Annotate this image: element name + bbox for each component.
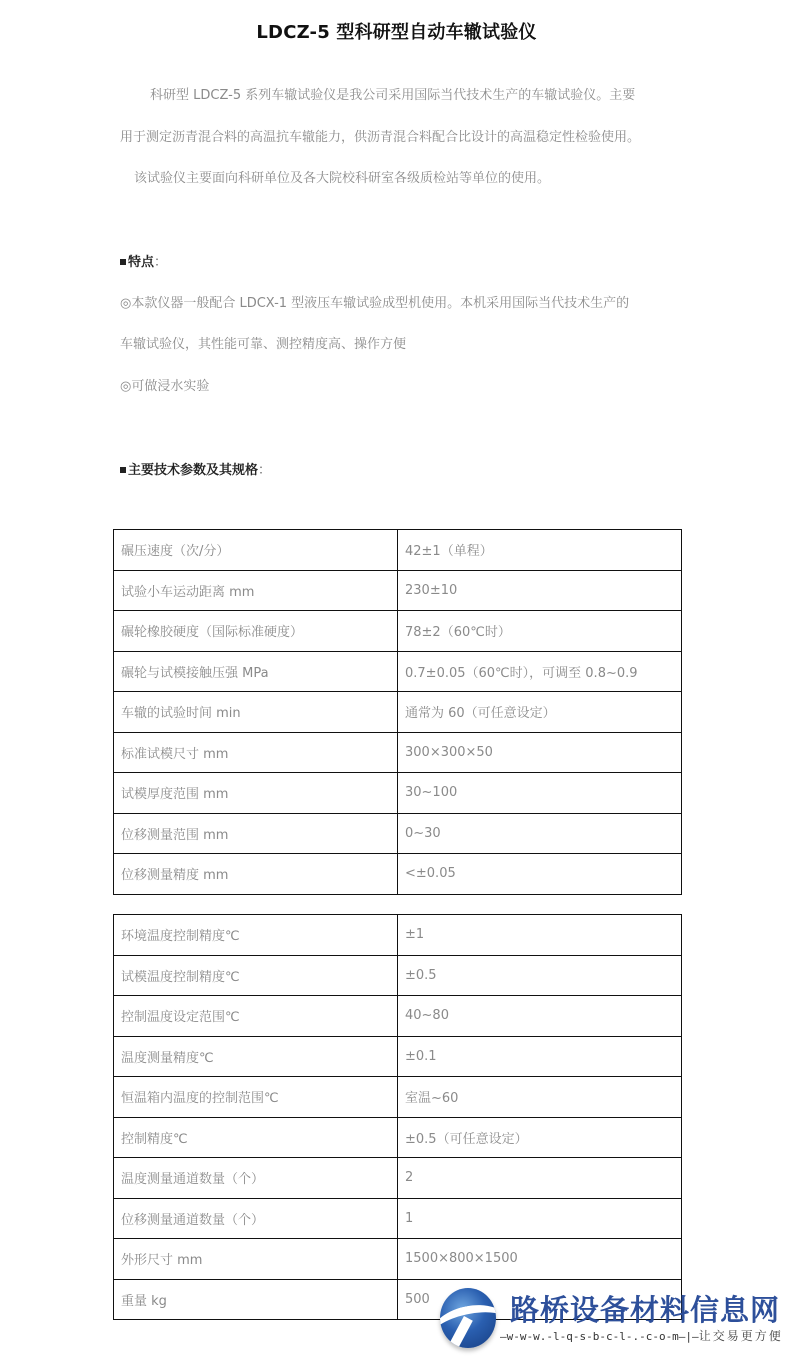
table-row <box>114 611 682 652</box>
param-cell: 车辙的试验时间 min <box>114 692 398 733</box>
globe-road-icon <box>440 1288 496 1348</box>
param-cell: 温度测量通道数量（个） <box>114 1158 398 1199</box>
table-row <box>114 813 682 854</box>
param-cell: 碾轮橡胶硬度（国际标准硬度） <box>114 611 398 652</box>
spec-table-mechanical <box>113 529 682 895</box>
param-cell: 位移测量精度 mm <box>114 854 398 895</box>
value-cell: 78±2（60℃时） <box>398 611 682 652</box>
value-cell: 500 <box>398 1279 682 1320</box>
value-cell: 0.7±0.05（60℃时），可调至 0.8~0.9 <box>398 651 682 692</box>
spec-table-thermal <box>113 914 682 1320</box>
table-row <box>114 854 682 895</box>
value-cell: 2 <box>398 1158 682 1199</box>
table-row <box>114 732 682 773</box>
value-cell: 室温~60 <box>398 1077 682 1118</box>
value-cell: 42±1（单程） <box>398 530 682 571</box>
value-cell: ±0.5（可任意设定） <box>398 1117 682 1158</box>
param-cell: 试模厚度范围 mm <box>114 773 398 814</box>
page-title: LDCZ-5 型科研型自动车辙试验仪 <box>256 22 537 43</box>
features-colon: ： <box>154 255 168 270</box>
value-cell: 1500×800×1500 <box>398 1239 682 1280</box>
param-cell: 碾压速度（次/分） <box>114 530 398 571</box>
watermark-slogan: 让交易更方便 <box>698 1329 783 1343</box>
watermark-brand: 路桥设备材料信息网 <box>510 1293 781 1327</box>
table-row <box>114 1036 682 1077</box>
feature-item-1-line-2: 车辙试验仪，其性能可靠、测控精度高、操作方便 <box>120 337 407 352</box>
param-cell: 控制温度设定范围℃ <box>114 996 398 1037</box>
param-cell: 外形尺寸 mm <box>114 1239 398 1280</box>
value-cell: 40~80 <box>398 996 682 1037</box>
param-cell: 重量 kg <box>114 1279 398 1320</box>
value-cell: ±0.1 <box>398 1036 682 1077</box>
value-cell: 0~30 <box>398 813 682 854</box>
value-cell: ±0.5 <box>398 955 682 996</box>
square-bullet-icon <box>120 259 126 265</box>
table-row <box>114 1117 682 1158</box>
watermark-url: —w-w-w.-l-q-s-b-c-l-.-c-o-m—|— <box>500 1330 699 1343</box>
param-cell: 试验小车运动距离 mm <box>114 570 398 611</box>
table-row <box>114 651 682 692</box>
value-cell: 230±10 <box>398 570 682 611</box>
table-row <box>114 1077 682 1118</box>
param-cell: 温度测量精度℃ <box>114 1036 398 1077</box>
specs-heading <box>120 459 271 478</box>
square-bullet-icon <box>120 467 126 473</box>
value-cell: 300×300×50 <box>398 732 682 773</box>
param-cell: 环境温度控制精度℃ <box>114 915 398 956</box>
intro-line-2: 用于测定沥青混合料的高温抗车辙能力，供沥青混合料配合比设计的高温稳定性检验使用。 <box>120 130 641 145</box>
param-cell: 位移测量范围 mm <box>114 813 398 854</box>
table-row <box>114 1198 682 1239</box>
value-cell: ±1 <box>398 915 682 956</box>
table-row <box>114 996 682 1037</box>
value-cell: 30~100 <box>398 773 682 814</box>
feature-item-2: ◎可做浸水实验 <box>120 379 210 394</box>
table-row <box>114 530 682 571</box>
value-cell: 1 <box>398 1198 682 1239</box>
features-heading-label: 特点 <box>128 255 155 270</box>
specs-colon: ： <box>258 463 272 478</box>
intro-line-1: 科研型 LDCZ-5 系列车辙试验仪是我公司采用国际当代技术生产的车辙试验仪。主要 <box>150 88 636 103</box>
table-row <box>114 692 682 733</box>
table-row <box>114 1158 682 1199</box>
param-cell: 碾轮与试模接触压强 MPa <box>114 651 398 692</box>
value-cell: 通常为 60（可任意设定） <box>398 692 682 733</box>
param-cell: 位移测量通道数量（个） <box>114 1198 398 1239</box>
specs-heading-label: 主要技术参数及其规格 <box>128 463 259 478</box>
watermark-logo <box>440 1286 793 1359</box>
intro-line-3: 该试验仪主要面向科研单位及各大院校科研室各级质检站等单位的使用。 <box>134 171 551 186</box>
table-row <box>114 1239 682 1280</box>
value-cell: <±0.05 <box>398 854 682 895</box>
table-row <box>114 955 682 996</box>
param-cell: 标准试模尺寸 mm <box>114 732 398 773</box>
features-heading <box>120 251 167 270</box>
table-row <box>114 570 682 611</box>
param-cell: 控制精度℃ <box>114 1117 398 1158</box>
table-row <box>114 915 682 956</box>
feature-item-1-line-1: ◎本款仪器一般配合 LDCX-1 型液压车辙试验成型机使用。本机采用国际当代技术生产的 <box>120 296 630 311</box>
param-cell: 恒温箱内温度的控制范围℃ <box>114 1077 398 1118</box>
param-cell: 试模温度控制精度℃ <box>114 955 398 996</box>
watermark-subline <box>500 1327 783 1344</box>
table-row <box>114 773 682 814</box>
